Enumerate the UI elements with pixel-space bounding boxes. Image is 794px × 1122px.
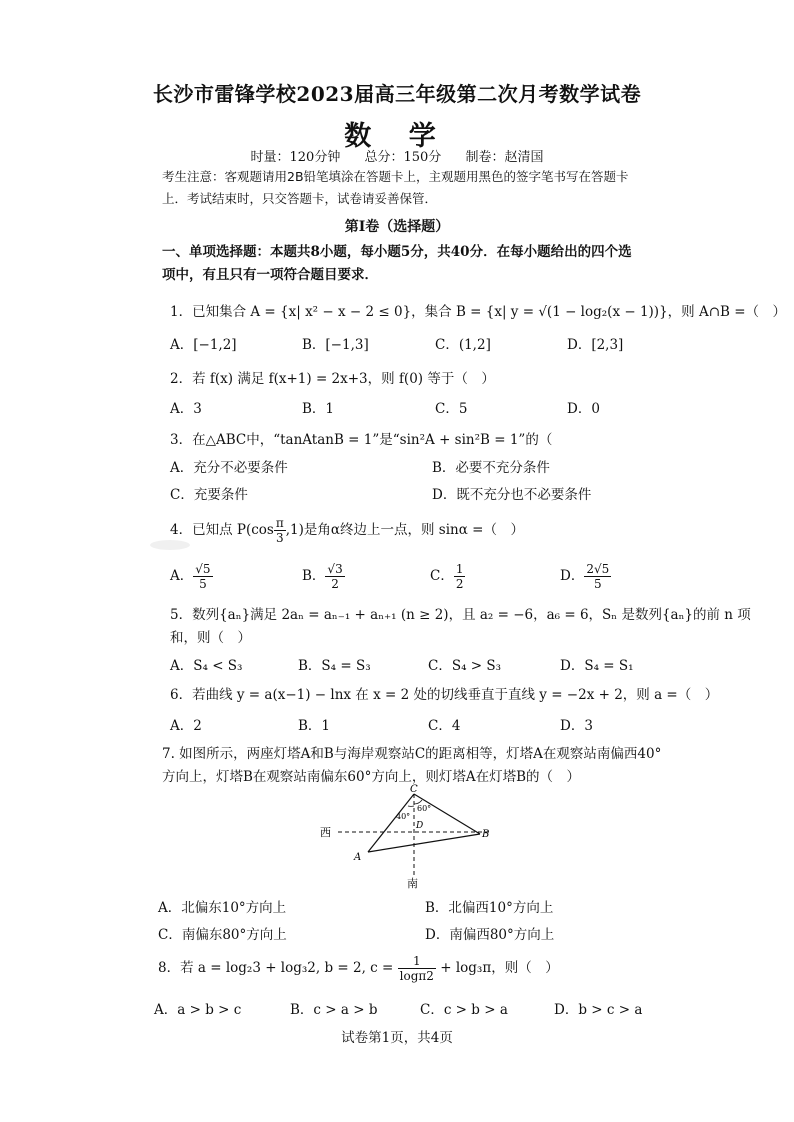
option-c-denominator: 2 — [455, 577, 464, 591]
exam-meta — [0, 146, 794, 165]
option-c-numerator: 1 — [455, 562, 464, 576]
pi-numerator: π — [275, 516, 284, 530]
question-8-option-b: B．c > a > b — [290, 1002, 378, 1018]
lighthouse-diagram — [310, 780, 510, 890]
point-a-label: A — [354, 852, 362, 863]
question-4-stem-prefix: 4．已知点 — [170, 522, 233, 538]
option-a-label: A． — [170, 568, 194, 584]
question-1-option-b: B．[−1,3] — [302, 337, 369, 353]
fraction-denominator: logπ2 — [399, 969, 434, 983]
option-b-label: B． — [302, 568, 326, 584]
question-8-option-d: D．b > c > a — [554, 1002, 643, 1018]
question-8-option-c: C．c > b > a — [420, 1002, 508, 1018]
question-4-option-a — [170, 562, 213, 591]
question-2-option-a: A．3 — [170, 401, 202, 417]
question-5-option-c: C．S₄ > S₃ — [428, 658, 502, 674]
option-b-denominator: 2 — [331, 577, 339, 591]
question-6-option-a: A．2 — [170, 718, 202, 734]
exam-title: 长沙市雷锋学校2023届高三年级第二次月考数学试卷 — [152, 82, 642, 106]
question-6-option-b: B．1 — [298, 718, 331, 734]
point-c-label: C — [410, 784, 418, 795]
subject-heading: 数 学 — [344, 121, 450, 152]
page-footer: 试卷第1页，共4页 — [341, 1030, 453, 1046]
segment-ab — [368, 834, 480, 852]
question-4-point: P(cos — [236, 522, 274, 538]
question-2-option-b: B．1 — [302, 401, 335, 417]
option-d-label: D． — [560, 568, 585, 584]
option-b-numerator: √3 — [327, 562, 343, 576]
question-5-option-a: A．S₄ < S₃ — [170, 658, 243, 674]
segment-cb — [414, 794, 480, 834]
question-4-option-b — [302, 562, 345, 591]
question-5-stem-line1: 5．数列{aₙ}满足 2aₙ = aₙ₋₁ + aₙ₊₁ (n ≥ 2)，且 a₂ = −6，a₆ = 6，Sₙ 是数列{aₙ}的前 n 项 — [170, 607, 751, 623]
question-3-option-d: D．既不充分也不必要条件 — [432, 487, 592, 503]
question-1-option-d: D．[2,3] — [567, 337, 624, 353]
question-1-option-a: A．[−1,2] — [170, 337, 237, 353]
question-5-option-b: B．S₄ = S₃ — [298, 658, 371, 674]
angle-40-label: 40° — [396, 812, 411, 821]
angle-60-label: 60° — [417, 804, 432, 813]
question-4-stem-suffix: ,1)是角α终边上一点，则 sinα =（ ） — [285, 522, 524, 538]
question-7-stem-line1: 7. 如图所示，两座灯塔A和B与海岸观察站C的距离相等，灯塔A在观察站南偏西40° — [162, 746, 662, 762]
question-1-option-c: C．(1,2] — [435, 337, 491, 353]
question-7-option-d: D．南偏西80°方向上 — [425, 927, 555, 943]
question-8-stem — [158, 954, 559, 983]
question-8-fraction — [398, 954, 436, 983]
question-8-option-a: A．a > b > c — [154, 1002, 242, 1018]
question-3-option-c: C．充要条件 — [170, 487, 248, 503]
west-label: 西 — [320, 826, 331, 839]
question-6-stem: 6．若曲线 y = a(x−1) − lnx 在 x = 2 处的切线垂直于直线 y = −2x + 2，则 a =（ ） — [170, 687, 719, 703]
question-7-option-b: B．北偏西10°方向上 — [425, 900, 554, 916]
question-6-option-c: C．4 — [428, 718, 461, 734]
question-4-option-c — [430, 562, 465, 591]
question-3-option-a: A．充分不必要条件 — [170, 460, 288, 476]
point-b-label: B — [482, 829, 490, 840]
question-2-option-c: C．5 — [435, 401, 468, 417]
section-heading: 第Ⅰ卷（选择题） — [344, 219, 450, 235]
question-7-option-c: C．南偏东80°方向上 — [158, 927, 287, 943]
question-4-option-d — [560, 562, 611, 591]
question-7-option-a: A．北偏东10°方向上 — [158, 900, 287, 916]
segment-ca — [368, 794, 414, 852]
option-d-numerator: 2√5 — [586, 562, 610, 576]
option-d-denominator: 5 — [593, 577, 602, 591]
exam-time: 时量：120分钟 — [250, 150, 341, 165]
question-4-pi-over-3 — [274, 516, 286, 545]
question-5-option-d: D．S₄ = S₁ — [560, 658, 634, 674]
question-8-stem-prefix: 8．若 a = log₂3 + log₃2, b = 2, c = — [158, 960, 394, 976]
fraction-numerator: 1 — [398, 954, 436, 969]
section-instruction: 一、单项选择题：本题共8小题，每小题5分，共40分．在每小题给出的四个选项中，有且只有一项符合题目要求． — [162, 244, 632, 283]
south-label: 南 — [407, 877, 418, 890]
exam-author: 制卷：赵清国 — [465, 150, 544, 165]
question-2-stem: 2．若 f(x) 满足 f(x+1) = 2x+3，则 f(0) 等于（ ） — [170, 371, 495, 387]
point-d-label: D — [416, 821, 424, 831]
question-3-option-b: B．必要不充分条件 — [432, 460, 550, 476]
question-5-stem-line2: 和，则（ ） — [170, 630, 251, 646]
question-6-option-d: D．3 — [560, 718, 593, 734]
question-2-option-d: D．0 — [567, 401, 600, 417]
question-4-stem — [170, 516, 524, 545]
option-c-label: C． — [430, 568, 454, 584]
pi-denominator: 3 — [275, 531, 284, 545]
question-3-stem: 3．在△ABC中，“tanAtanB = 1”是“sin²A + sin²B = 1”的（ — [170, 432, 553, 448]
option-a-numerator: √5 — [195, 562, 211, 576]
question-1-stem: 1．已知集合 A = {x| x² − x − 2 ≤ 0}，集合 B = {x| y = √(1 − log₂(x − 1))}，则 A∩B =（ ） — [170, 304, 787, 320]
question-7-stem-line2: 方向上，灯塔B在观察站南偏东60°方向上，则灯塔A在灯塔B的（ ） — [162, 769, 581, 785]
exam-notice: 考生注意：客观题请用2B铅笔填涂在答题卡上，主观题用黑色的签字笔书写在答题卡上．考试结束时，只交答题卡，试卷请妥善保管． — [162, 169, 629, 206]
exam-total-score: 总分：150分 — [364, 150, 442, 165]
question-8-stem-suffix: + log₃π，则（ ） — [440, 960, 559, 976]
option-a-denominator: 5 — [199, 577, 207, 591]
